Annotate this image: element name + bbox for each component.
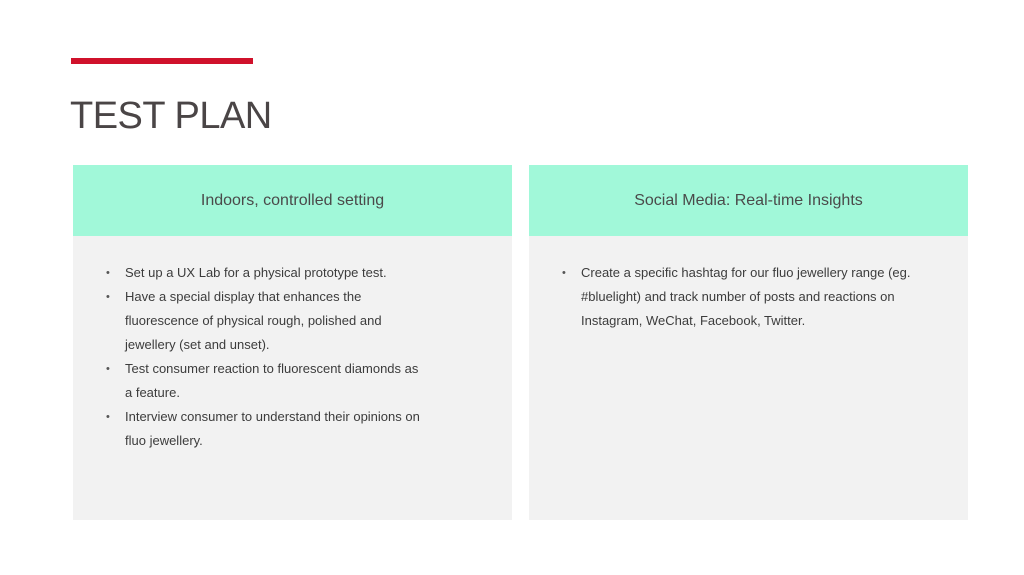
card-body — [529, 236, 968, 333]
bullet-icon: • — [106, 411, 110, 423]
list-item — [106, 357, 425, 405]
list-item — [106, 261, 425, 285]
list-item — [106, 405, 425, 453]
bullet-icon: • — [562, 267, 566, 279]
list-item — [562, 261, 926, 333]
bullet-icon: • — [106, 363, 110, 375]
bullet-list — [562, 261, 968, 333]
card-header — [73, 165, 512, 236]
list-item-text: Create a specific hashtag for our fluo jewellery range (eg. #bluelight) and track number of posts and reactions on Instagram, WeChat, Facebook, Twitter. — [581, 265, 911, 328]
bullet-list — [106, 261, 512, 453]
card-header-label: Indoors, controlled setting — [200, 191, 385, 209]
card-indoors — [73, 165, 512, 520]
bullet-icon: • — [106, 291, 110, 303]
list-item-text: Test consumer reaction to fluorescent diamonds as a feature. — [125, 361, 419, 400]
card-header — [529, 165, 968, 236]
card-header-label: Social Media: Real-time Insights — [634, 191, 863, 209]
list-item — [106, 285, 425, 357]
bullet-icon: • — [106, 267, 110, 279]
list-item-text: Set up a UX Lab for a physical prototype test. — [125, 265, 387, 280]
card-social-media — [529, 165, 968, 520]
list-item-text: Interview consumer to understand their opinions on fluo jewellery. — [125, 409, 420, 448]
page-title: TEST PLAN — [70, 95, 272, 137]
list-item-text: Have a special display that enhances the fluorescence of physical rough, polished and jewellery (set and unset). — [125, 289, 382, 352]
accent-bar — [71, 58, 253, 64]
card-body — [73, 236, 512, 453]
